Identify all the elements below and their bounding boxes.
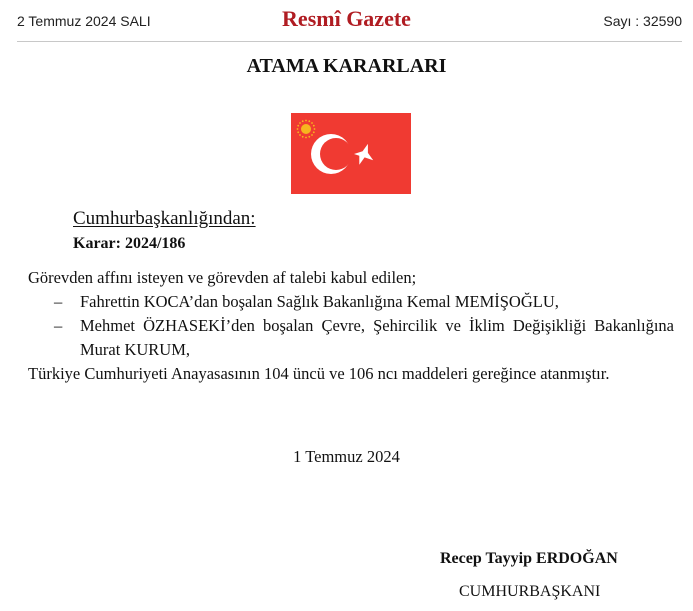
gazette-title[interactable]: Resmî Gazete bbox=[282, 6, 411, 31]
appointment-item bbox=[54, 290, 674, 314]
list-dash: – bbox=[54, 316, 63, 335]
appointment-text: Mehmet ÖZHASEKİ’den boşalan Çevre, Şehircilik ve İklim Değişikliği Bakanlığına Murat KURUM, bbox=[80, 316, 674, 359]
list-dash: – bbox=[54, 292, 63, 311]
decree-number: Karar: 2024/186 bbox=[73, 235, 186, 252]
signer-title: CUMHURBAŞKANI bbox=[459, 583, 601, 600]
appointment-text: Fahrettin KOCA’dan boşalan Sağlık Bakanlığına Kemal MEMİŞOĞLU, bbox=[80, 292, 559, 311]
turkish-flag-presidential-icon bbox=[291, 113, 411, 194]
section-title: ATAMA KARARLARI bbox=[246, 55, 447, 77]
issue-date: 2 Temmuz 2024 SALI bbox=[17, 13, 151, 29]
issuing-authority: Cumhurbaşkanlığından: bbox=[73, 208, 256, 229]
appointment-item bbox=[54, 314, 674, 362]
decree-date: 1 Temmuz 2024 bbox=[293, 447, 400, 466]
header-divider bbox=[17, 41, 682, 42]
decree-closing: Türkiye Cumhuriyeti Anayasasının 104 üncü ve 106 ncı maddeleri gereğince atanmıştır. bbox=[28, 364, 610, 383]
gazette-header bbox=[0, 0, 693, 44]
signer-name: Recep Tayyip ERDOĞAN bbox=[440, 550, 618, 567]
decree-intro: Görevden affını isteyen ve görevden af talebi kabul edilen; bbox=[28, 268, 417, 287]
issue-number: Sayı : 32590 bbox=[603, 13, 682, 29]
